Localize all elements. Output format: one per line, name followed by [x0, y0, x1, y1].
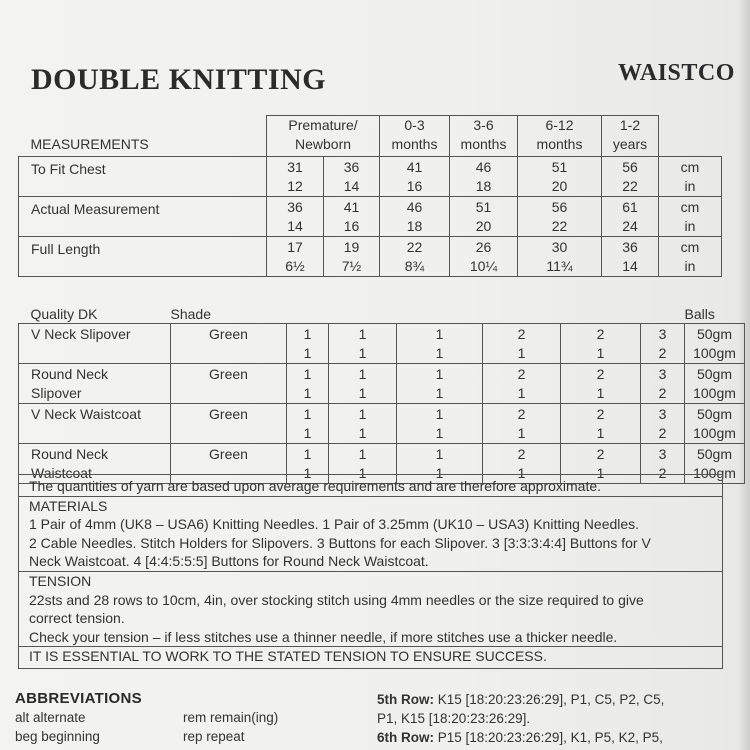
balls-label: Balls: [684, 306, 715, 322]
yarn-quantities-table: [18, 305, 745, 484]
pattern-row-6: 6th Row: P15 [18:20:23:26:29], K1, P5, K2, P5,: [377, 730, 663, 745]
size-header: 6-12 months: [518, 116, 602, 157]
section-title: WAISTCO: [618, 60, 735, 86]
abbreviation-item: rep repeat: [183, 729, 245, 744]
table-row: V Neck Slipover Green 1 1 1 1 1 1 2 1 2 1 3 2 50gm 100gm: [19, 323, 745, 363]
pattern-row-5-cont: P1, K15 [18:20:23:26:29].: [377, 711, 531, 726]
materials-line: 1 Pair of 4mm (UK8 – USA6) Knitting Needles. 1 Pair of 3.25mm (UK10 – USA3) Knitting Needles.: [29, 516, 640, 533]
materials-line: 2 Cable Needles. Stitch Holders for Slipovers. 3 Buttons for each Slipover. 3 [3:3:3:4:4] Buttons for V: [29, 534, 651, 551]
tension-line: Check your tension – if less stitches use a thinner needle, if more stitches use a thicker needle.: [29, 628, 618, 645]
materials-box: [18, 474, 723, 669]
size-header: 3-6 months: [450, 116, 518, 157]
abbreviation-item: rem remain(ing): [183, 710, 279, 725]
size-header: 1-2 years: [602, 116, 659, 157]
empty-header: [659, 116, 722, 157]
size-header: 0-3 months: [380, 116, 450, 157]
page-edge-shadow: [738, 0, 750, 750]
tension-line: correct tension.: [29, 610, 125, 627]
quality-label: Quality DK: [30, 306, 98, 322]
measurements-table: [18, 115, 722, 277]
table-row: Round Neck Slipover Green 1 1 1 1 1 1 2 1 2 1 3 2 50gm 100gm: [19, 363, 745, 403]
size-header: Premature/ Newborn: [267, 116, 380, 157]
tension-line: 22sts and 28 rows to 10cm, 4in, over stocking stitch using 4mm needles or the size required to give: [29, 591, 644, 608]
essential-note: IT IS ESSENTIAL TO WORK TO THE STATED TENSION TO ENSURE SUCCESS.: [29, 648, 547, 665]
page-title: DOUBLE KNITTING: [31, 63, 327, 96]
abbreviations-heading: ABBREVIATIONS: [15, 690, 142, 707]
table-row: Round Neck Waistcoat Green 1 1 1 1 1 1 2 1 2 1 3 2 50gm 100gm: [19, 443, 745, 483]
materials-line: Neck Waistcoat. 4 [4:4:5:5:5] Buttons for Round Neck Waistcoat.: [29, 553, 429, 570]
abbreviation-item: alt alternate: [15, 710, 86, 725]
shade-label: Shade: [170, 306, 211, 322]
pattern-row-5: 5th Row: K15 [18:20:23:26:29], P1, C5, P2, C5,: [377, 692, 665, 707]
measurements-heading: MEASUREMENTS: [19, 116, 267, 157]
table-row: Actual Measurement 36 14 41 16 46 18 51 20 56 22 61 24 cm in: [19, 197, 722, 237]
quantities-note: The quantities of yarn are based upon average requirements and are therefore approximate.: [29, 478, 602, 494]
table-row: To Fit Chest 31 12 36 14 41 16 46 18 51 20 56 22 cm in: [19, 157, 722, 197]
materials-heading: MATERIALS: [29, 497, 108, 514]
tension-heading: TENSION: [29, 572, 92, 589]
abbreviation-item: beg beginning: [15, 729, 100, 744]
table-row: Full Length 17 6½ 19 7½ 22 8¾ 26 10¼ 30 11¾ 36 14 cm in: [19, 237, 722, 277]
table-row: V Neck Waistcoat Green 1 1 1 1 1 1 2 1 2 1 3 2 50gm 100gm: [19, 403, 745, 443]
